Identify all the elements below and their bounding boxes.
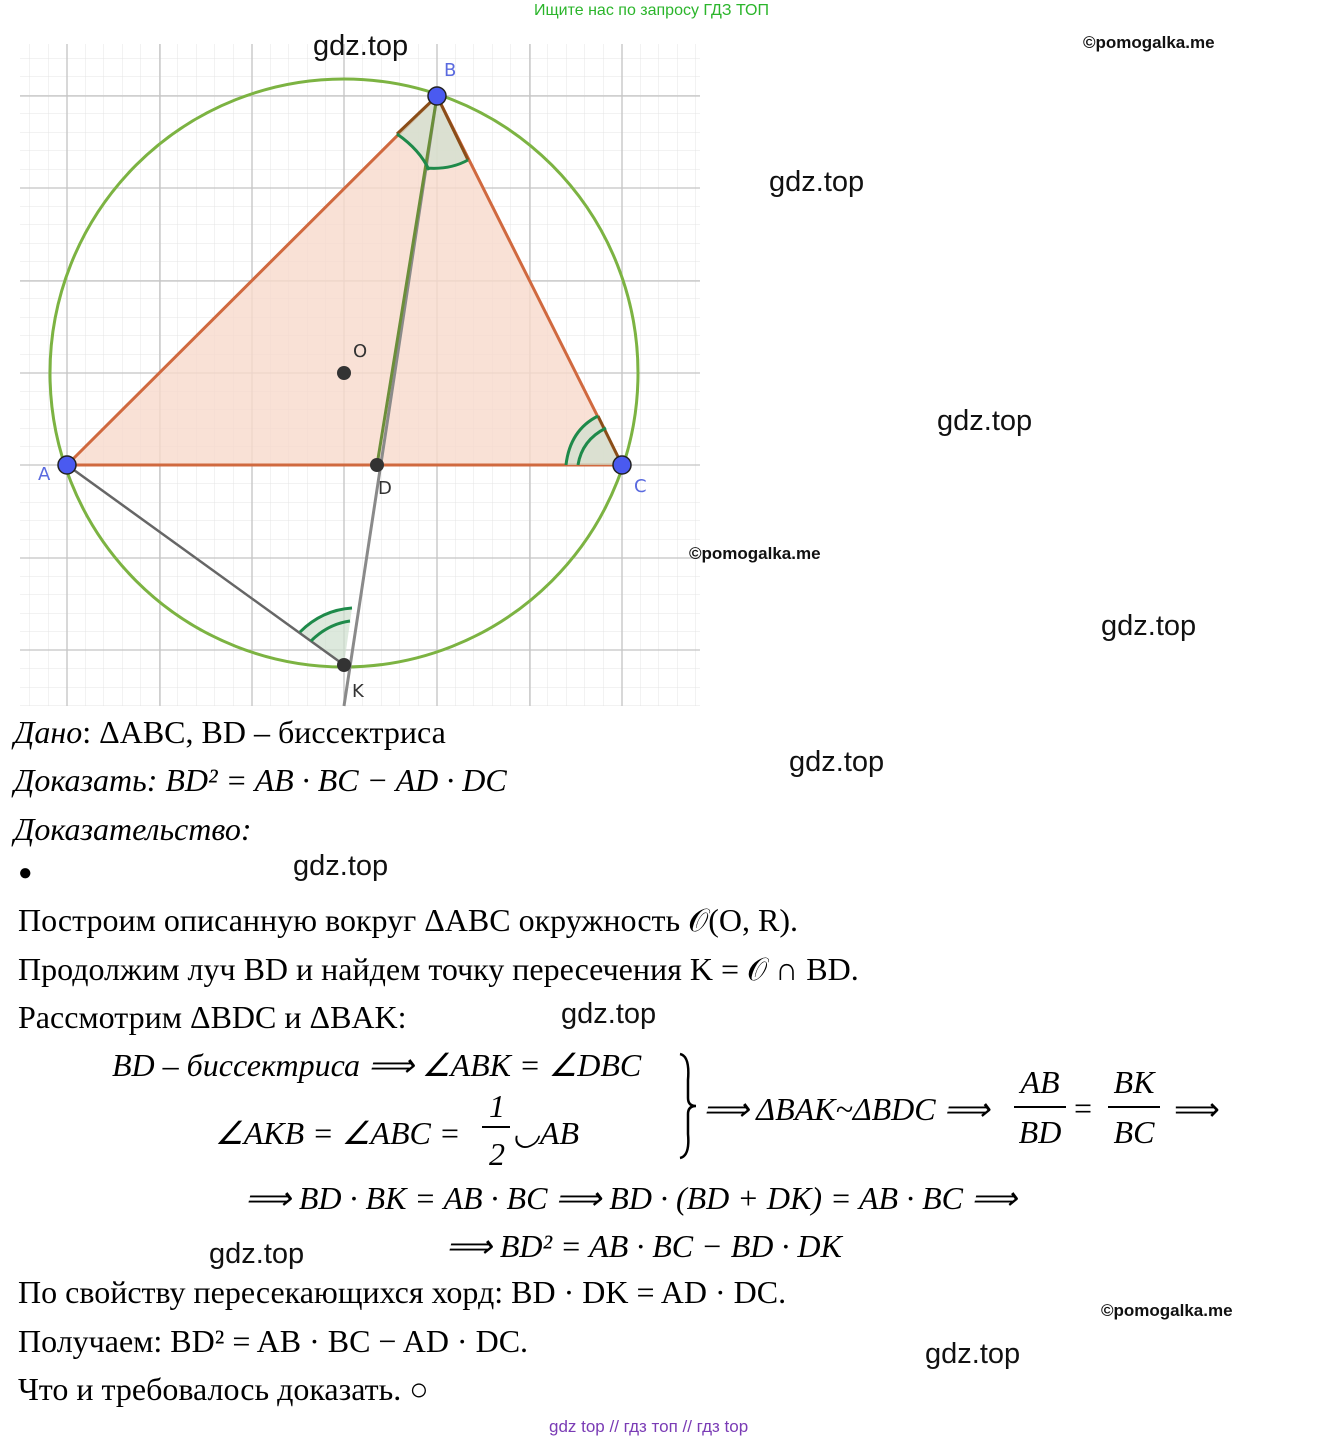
implies-arrow: ⟹ — [1174, 1091, 1220, 1127]
bullet-icon: ● — [18, 860, 33, 886]
prove-line — [14, 764, 507, 796]
proof-line-3: Рассмотрим ΔBDC и ΔBAK: — [18, 999, 407, 1035]
system-line-2: ∠AKB = ∠ABC = — [215, 1115, 461, 1151]
point-k — [337, 658, 351, 672]
label-d: D — [378, 478, 392, 499]
arc-ab: ◡AB — [512, 1115, 580, 1151]
half-numerator: 1 — [489, 1088, 505, 1124]
point-a — [58, 456, 76, 474]
system-line-1: BD – биссектриса ⟹ ∠ABK = ∠DBC — [112, 1047, 642, 1083]
top-banner: Ищите нас по запросу ГДЗ ТОП — [534, 2, 769, 19]
given-label: Дано — [14, 714, 83, 750]
proof-line-result: Получаем: BD² = AB · BC − AD · DC. — [18, 1323, 529, 1359]
proof-line-1: Построим описанную вокруг ΔABC окружность 𝒪(O, R). — [18, 902, 799, 938]
label-a: A — [38, 464, 51, 485]
similarity-conclusion: ⟹ ΔBAK~ΔBDC ⟹ — [703, 1091, 990, 1127]
ratio-2-bar — [1108, 1106, 1160, 1108]
derivation-line-2: ⟹ BD² = AB · BC − BD · DK — [446, 1228, 842, 1264]
ratio-2-denominator: BC — [1113, 1114, 1155, 1150]
watermark: gdz.top — [1101, 610, 1197, 642]
watermark: gdz.top — [561, 998, 657, 1030]
derivation-line-1: ⟹ BD · BK = AB · BC ⟹ BD · (BD + DK) = AB · BC ⟹ — [245, 1180, 1017, 1216]
watermark: gdz.top — [769, 166, 865, 198]
copyright-mark: ©pomogalka.me — [689, 544, 821, 563]
half-bar — [482, 1126, 510, 1128]
watermark: gdz.top — [293, 850, 389, 882]
copyright-mark: ©pomogalka.me — [1101, 1301, 1233, 1320]
bottom-banner: gdz top // гдз топ // гдз top — [549, 1417, 749, 1436]
ratio-1-denominator: BD — [1018, 1114, 1062, 1150]
label-b: B — [444, 60, 457, 81]
point-b — [428, 87, 446, 105]
point-o — [337, 366, 351, 380]
ratio-1-bar — [1014, 1106, 1066, 1108]
label-o: O — [353, 341, 368, 362]
watermark: gdz.top — [313, 30, 409, 62]
ratio-1-numerator: AB — [1020, 1064, 1060, 1100]
proof-line-2: Продолжим луч BD и найдем точку пересечения K = 𝒪 ∩ BD. — [18, 951, 859, 987]
label-c: C — [634, 476, 647, 497]
watermark: gdz.top — [789, 746, 885, 778]
watermark: gdz.top — [937, 405, 1033, 437]
prove-label: Доказать — [14, 762, 147, 798]
given-text: : ΔABC, BD – биссектриса — [82, 714, 446, 750]
copyright-mark: ©pomogalka.me — [1083, 33, 1215, 52]
proof-line-chords: По свойству пересекающихся хорд: BD · DK = AD · DC. — [18, 1274, 787, 1310]
given-line — [14, 716, 446, 748]
point-c — [613, 456, 631, 474]
point-d — [370, 458, 384, 472]
watermark: gdz.top — [209, 1238, 305, 1270]
right-brace — [672, 1050, 702, 1162]
watermark: gdz.top — [925, 1338, 1021, 1370]
geometry-figure — [0, 40, 710, 708]
proof-line-qed: Что и требовалось доказать. ○ — [18, 1371, 429, 1407]
prove-text: : BD² = AB · BC − AD · DC — [146, 762, 507, 798]
ratio-equals: = — [1074, 1090, 1093, 1126]
ratio-2-numerator: BK — [1113, 1064, 1155, 1100]
half-denominator: 2 — [489, 1136, 505, 1172]
proof-label: Доказательство: — [14, 811, 252, 847]
label-k: K — [352, 681, 364, 702]
